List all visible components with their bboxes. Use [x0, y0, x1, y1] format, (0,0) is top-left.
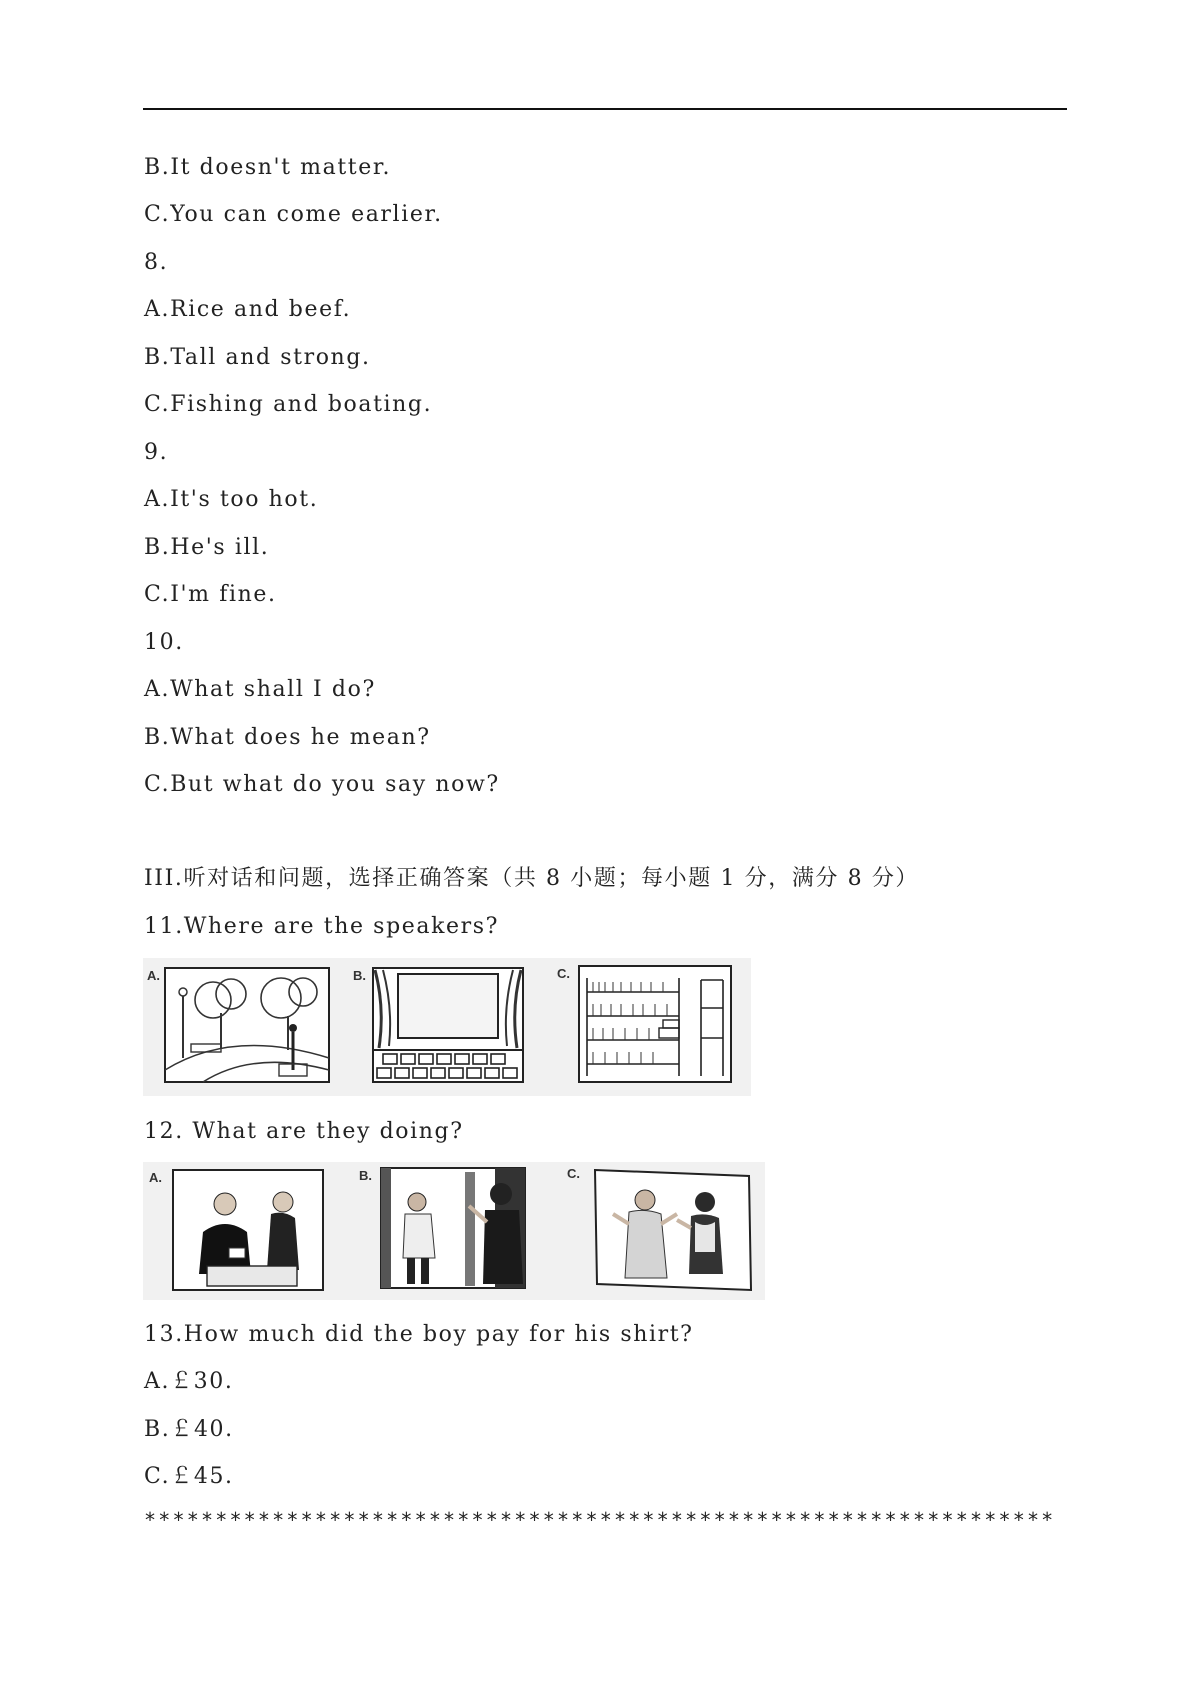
- q9-option-c: C.I'm fine.: [144, 582, 277, 607]
- q12-option-c-label: C.: [567, 1166, 580, 1181]
- q13-question: 13.How much did the boy pay for his shirt?: [144, 1322, 694, 1347]
- q12-option-b-picture: [381, 1168, 525, 1288]
- q9-option-a: A.It's too hot.: [144, 487, 319, 512]
- q12-picture-options: [143, 1162, 765, 1300]
- q7-option-c: C.You can come earlier.: [144, 202, 443, 227]
- q11-picture-options: [143, 958, 751, 1096]
- q12-option-a-label: A.: [149, 1170, 162, 1185]
- q10-option-a: A.What shall I do?: [144, 677, 376, 702]
- q11-question: 11.Where are the speakers?: [144, 914, 500, 939]
- q11-option-b-picture: [373, 968, 523, 1082]
- q8-number: 8.: [144, 250, 169, 275]
- q11-option-a-picture: [165, 968, 329, 1082]
- q9-number: 9.: [144, 440, 169, 465]
- q10-option-c: C.But what do you say now?: [144, 772, 500, 797]
- q11-option-b-label: B.: [353, 968, 366, 983]
- q8-option-a: A.Rice and beef.: [144, 297, 352, 322]
- footer-star-separator: ****************************************************************: [144, 1508, 1056, 1532]
- q12-pictures-svg: [143, 1162, 765, 1300]
- q13-option-a: A.￡30.: [144, 1369, 234, 1394]
- section-heading: III.听对话和问题，选择正确答案（共 8 小题；每小题 1 分，满分 8 分）: [144, 866, 920, 891]
- q11-option-a-label: A.: [147, 968, 160, 983]
- q12-option-c-picture: [595, 1170, 751, 1290]
- q12-question: 12. What are they doing?: [144, 1119, 464, 1144]
- q11-option-c-label: C.: [557, 966, 570, 981]
- q12-option-a-picture: [173, 1170, 323, 1290]
- q10-option-b: B.What does he mean?: [144, 725, 431, 750]
- q11-pictures-svg: [143, 958, 751, 1096]
- q8-option-b: B.Tall and strong.: [144, 345, 371, 370]
- q8-option-c: C.Fishing and boating.: [144, 392, 433, 417]
- q10-number: 10.: [144, 630, 184, 655]
- q11-option-c-picture: [579, 966, 731, 1082]
- q7-option-b: B.It doesn't matter.: [144, 155, 392, 180]
- header-rule: [143, 108, 1067, 110]
- q12-option-b-label: B.: [359, 1168, 372, 1183]
- q9-option-b: B.He's ill.: [144, 535, 270, 560]
- q13-option-b: B.￡40.: [144, 1417, 234, 1442]
- q13-option-c: C.￡45.: [144, 1464, 234, 1489]
